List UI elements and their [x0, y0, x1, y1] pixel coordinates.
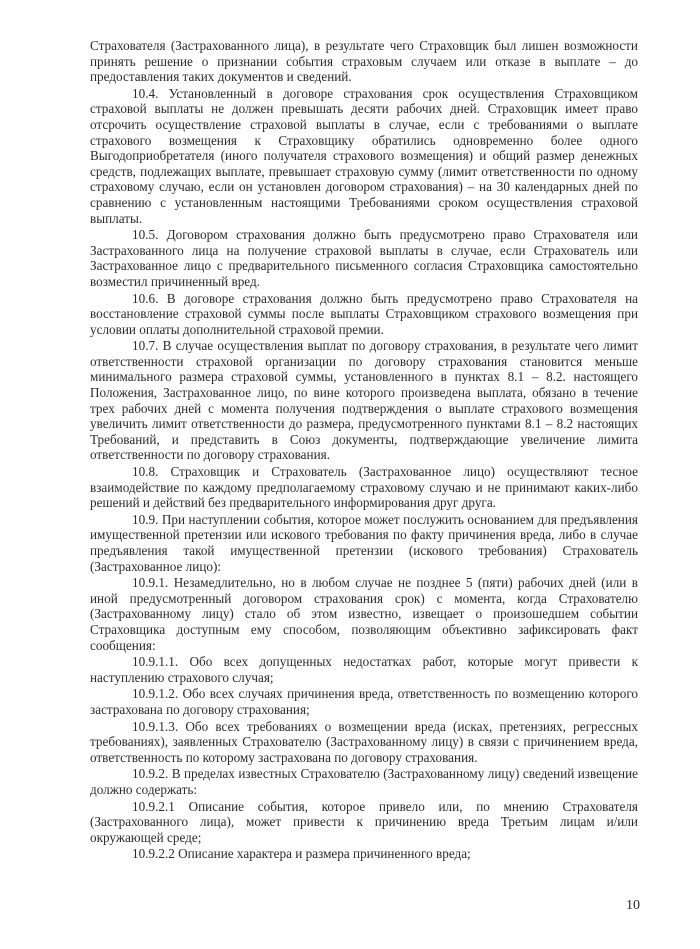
page-number: 10: [626, 898, 640, 913]
document-page: [90, 38, 638, 863]
paragraph-10-9-2-2: 10.9.2.2 Описание характера и размера причиненного вреда;: [132, 846, 471, 862]
paragraph-10-9-1-3: 10.9.1.3. Обо всех требованиях о возмещении вреда (исках, претензиях, регрессных требованиях), заявленных Страхователю (Застрахованному лицу) в связи с причинением вреда, ответственность по которому застрахована по договору страхования.: [90, 718, 638, 765]
paragraph-10-9-2-1: 10.9.2.1 Описание события, которое привело или, по мнению Страхователя (Застрахованного лица), может привести к причинению вреда Третьим лицам и/или окружающей среде;: [90, 798, 638, 845]
paragraph-10-9-1-2: 10.9.1.2. Обо всех случаях причинения вреда, ответственность по возмещению которого застрахована по договору страхования;: [90, 686, 638, 717]
paragraph-10-6: 10.6. В договоре страхования должно быть предусмотрено право Страхователя на восстановление страховой суммы после выплаты Страховщиком страхового возмещения при условии оплаты дополнительной страховой премии.: [90, 290, 638, 337]
paragraph-10-7: 10.7. В случае осуществления выплат по договору страхования, в результате чего лимит ответственности страховой организации по договору страхования становится меньше минимального размера страховой суммы, установленного в пунктах 8.1 – 8.2. настоящего Положения, Застрахованное лицо, по вине которого произведена выплата, обязано в течение трех рабочих дней с момента получения подтверждения о выплате страхового возмещения увеличить лимит ответственности до размера, предусмотренного пунктами 8.1 – 8.2 настоящих Требований, и представить в Союз документы, подтверждающие увеличение лимита ответственности по договору страхования.: [90, 338, 638, 463]
paragraph-10-5: 10.5. Договором страхования должно быть предусмотрено право Страхователя или Застрахованного лица на получение страховой выплаты в случае, если Страхователь или Застрахованное лицо с предварительного письменного согласия Страховщика самостоятельно возместил причиненный вред.: [90, 227, 638, 289]
paragraph-10-9-1: 10.9.1. Незамедлительно, но в любом случае не позднее 5 (пяти) рабочих дней (или в иной предусмотренный договором страхования срок) с момента, когда Страхователю (Застрахованному лицу) стало об этом известно, извещает о произошедшем событии Страховщика доступным ему способом, позволяющим объективно зафиксировать факт сообщения:: [90, 575, 638, 653]
paragraph-10-8: 10.8. Страховщик и Страхователь (Застрахованное лицо) осуществляют тесное взаимодействие по каждому предполагаемому страховому случаю и не принимают каких-либо решений и действий без предварительного информирования друг друга.: [90, 464, 638, 511]
paragraph-continuation: Страхователя (Застрахованного лица), в результате чего Страховщик был лишен возможности принять решение о признании события страховым случаем или отказе в выплате – до предоставления таких документов и сведений.: [90, 38, 638, 85]
paragraph-10-9-2: 10.9.2. В пределах известных Страхователю (Застрахованному лицу) сведений извещение должно содержать:: [90, 766, 638, 797]
paragraph-10-4: 10.4. Установленный в договоре страхования срок осуществления Страховщиком страховой выплаты не должен превышать десяти рабочих дней. Страховщик имеет право отсрочить осуществление страховой выплаты в случае, если с требованиями о выплате страхового возмещения к Страховщику обратились одновременно более одного Выгодоприобретателя (иного получателя страхового возмещения) и общий размер денежных средств, подлежащих выплате, превышает страховую сумму (лимит ответственности по одному страховому случаю, если он установлен договором страхования) – на 30 календарных дней по сравнению с установленным настоящими Требованиями сроком осуществления страховой выплаты.: [90, 85, 638, 226]
paragraph-10-9-1-1: 10.9.1.1. Обо всех допущенных недостатках работ, которые могут привести к наступлению страхового случая;: [90, 654, 638, 685]
paragraph-10-9: 10.9. При наступлении события, которое может послужить основанием для предъявления имущественной претензии или искового требования по факту причинения вреда, либо в случае предъявления такой имущественной претензии (искового требования) Страхователь (Застрахованное лицо):: [90, 511, 638, 574]
